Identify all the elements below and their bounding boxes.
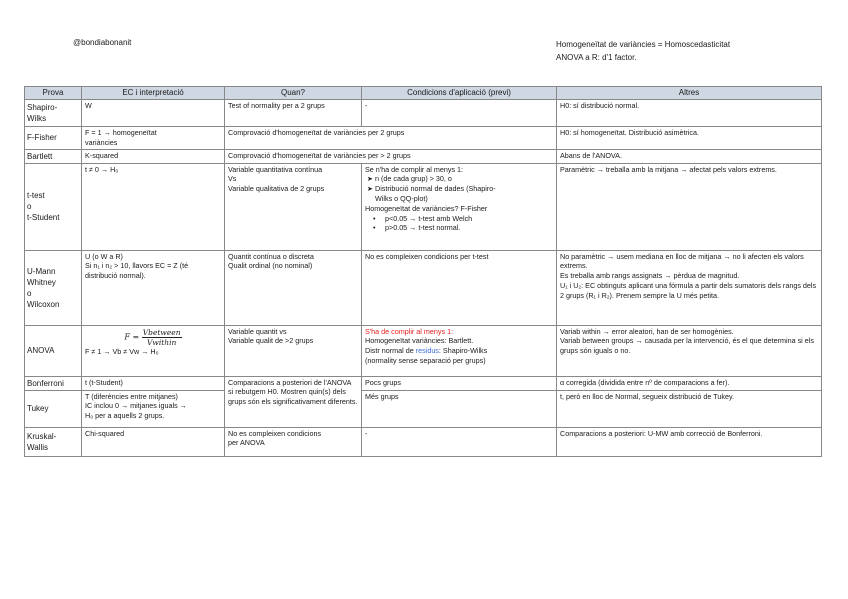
ec-cell: Chi-squared: [82, 427, 225, 456]
table-row: [25, 163, 822, 250]
test-name: Kruskal- Wallis: [25, 427, 82, 456]
altres-cell: t, però en lloc de Normal, segueix distribució de Tukey.: [557, 390, 822, 427]
test-name: ANOVA: [25, 325, 82, 376]
ec-cell: F = $\frac{\text{Vbetween}}{\text{Vwithin}}$ F ≠ 1 → Vb ≠ Vw → H₀: [82, 325, 225, 376]
cond-cell: -: [362, 100, 557, 127]
ec-cell: U (o W a R) Si n₁ i n₂ > 10, llavors EC = Z (té distribució normal).: [82, 250, 225, 325]
list-item: ➤ n (de cada grup) > 30, o: [367, 174, 452, 184]
test-name: t-test o t-Student: [25, 163, 82, 250]
table-row: [25, 100, 822, 127]
test-name: Bartlett: [25, 149, 82, 163]
cond-cell: -: [362, 427, 557, 456]
ec-cell: t ≠ 0 → H₀: [82, 163, 225, 250]
header-condicions: Condicions d'aplicació (previ): [362, 87, 557, 100]
header-altres: Altres: [557, 87, 822, 100]
author-handle: @bondiabonanit: [73, 38, 132, 47]
list-item: • p>0.05 → t-test normal.: [373, 223, 461, 233]
test-name: Tukey: [25, 390, 82, 427]
altres-cell: Variab within → error aleatori, han de ser homogènies. Variab between groups → causada per la intervenció, és el que determina si els grups són iguals o no.: [557, 325, 822, 376]
table-row: [25, 149, 822, 163]
cond-cell: No es compleixen condicions per t-test: [362, 250, 557, 325]
quan-cell: Comprovació d'homogeneïtat de variàncies per > 2 grups: [225, 149, 557, 163]
cond-cell: Se n'ha de complir al menys 1: ➤ n (de cada grup) > 30, o ➤ Distribució normal de dades (Shapiro- Wilks o QQ-plot) Homogeneïtat de variàncies? F-Fisher • p<0.05 → t-test amb Welch • p>0.05 → t-test normal.: [362, 163, 557, 250]
title-line-2: ANOVA a R: d'1 factor.: [556, 53, 637, 62]
list-item: • p<0.05 → t-test amb Welch: [373, 213, 473, 223]
list-item: ➤ Distribució normal de dades (Shapiro- Wilks o QQ-plot): [367, 184, 496, 203]
table-row: [25, 250, 822, 325]
altres-cell: Paramètric → treballa amb la mitjana → afectat pels valors extrems.: [557, 163, 822, 250]
table-row: [25, 427, 822, 456]
cond-cell: Més grups: [362, 390, 557, 427]
ec-cell: K-squared: [82, 149, 225, 163]
ec-cell: T (diferències entre mitjanes) IC inclou 0 → mitjanes iguals → H₀ per a aquells 2 grups.: [82, 390, 225, 427]
cond-cell: Pocs grups: [362, 376, 557, 390]
test-name: Bonferroni: [25, 376, 82, 390]
altres-cell: H0: sí distribució normal.: [557, 100, 822, 127]
altres-cell: No paramètric → usem mediana en lloc de mitjana → no li afecten els valors extrems. Es treballa amb rangs assignats → pèrdua de magnitud. U₁ i U₂: EC obtinguts aplicant una fórmula a partir dels sumatoris dels rangs dels 2 grups (R₁ i R₂). Prenem sempre la U més petita.: [557, 250, 822, 325]
quan-cell: Comparacions a posteriori de l'ANOVA si rebutgem H0. Mostren quin(s) dels grups són els significativament diferents.: [225, 376, 362, 427]
title-line-1: Homogeneïtat de variàncies = Homoscedasticitat: [556, 40, 731, 49]
table-header-row: [25, 87, 822, 100]
altres-cell: H0: sí homogeneïtat. Distribució asimètrica.: [557, 127, 822, 150]
quan-cell: Comprovació d'homogeneïtat de variàncies per 2 grups: [225, 127, 557, 150]
altres-cell: α corregida (dividida entre nº de comparacions a fer).: [557, 376, 822, 390]
test-name: F-Fisher: [25, 127, 82, 150]
quan-cell: Quantit contínua o discreta Qualit ordinal (no nominal): [225, 250, 362, 325]
ec-cell: t (t-Student): [82, 376, 225, 390]
quan-cell: Variable quantitativa contínua Vs Variable qualitativa de 2 grups: [225, 163, 362, 250]
header-prova: Prova: [25, 87, 82, 100]
page-title: [556, 38, 730, 64]
ec-cell: W: [82, 100, 225, 127]
f-formula: F = $\frac{\text{Vbetween}}{\text{Vwithin}}$: [124, 327, 181, 347]
table-row: [25, 390, 822, 427]
test-name: U-Mann Whitney o Wilcoxon: [25, 250, 82, 325]
header-quan: Quan?: [225, 87, 362, 100]
altres-cell: Abans de l'ANOVA.: [557, 149, 822, 163]
table-row: [25, 325, 822, 376]
quan-cell: No es compleixen condicions per ANOVA: [225, 427, 362, 456]
altres-cell: Comparacions a posteriori: U-MW amb correcció de Bonferroni.: [557, 427, 822, 456]
ec-cell: F = 1 → homogeneïtat variàncies: [82, 127, 225, 150]
table-row: [25, 376, 822, 390]
tests-table: [24, 86, 822, 457]
quan-cell: Variable quantit vs Variable qualit de >2 grups: [225, 325, 362, 376]
table-row: [25, 127, 822, 150]
cond-cell: S'ha de complir al menys 1: Homogeneïtat variàncies: Bartlett. Distr normal de residus: Shapiro-Wilks (normality sense separació per grups): [362, 325, 557, 376]
quan-cell: Test of normality per a 2 grups: [225, 100, 362, 127]
test-name: Shapiro- Wilks: [25, 100, 82, 127]
header-ec: EC i interpretació: [82, 87, 225, 100]
